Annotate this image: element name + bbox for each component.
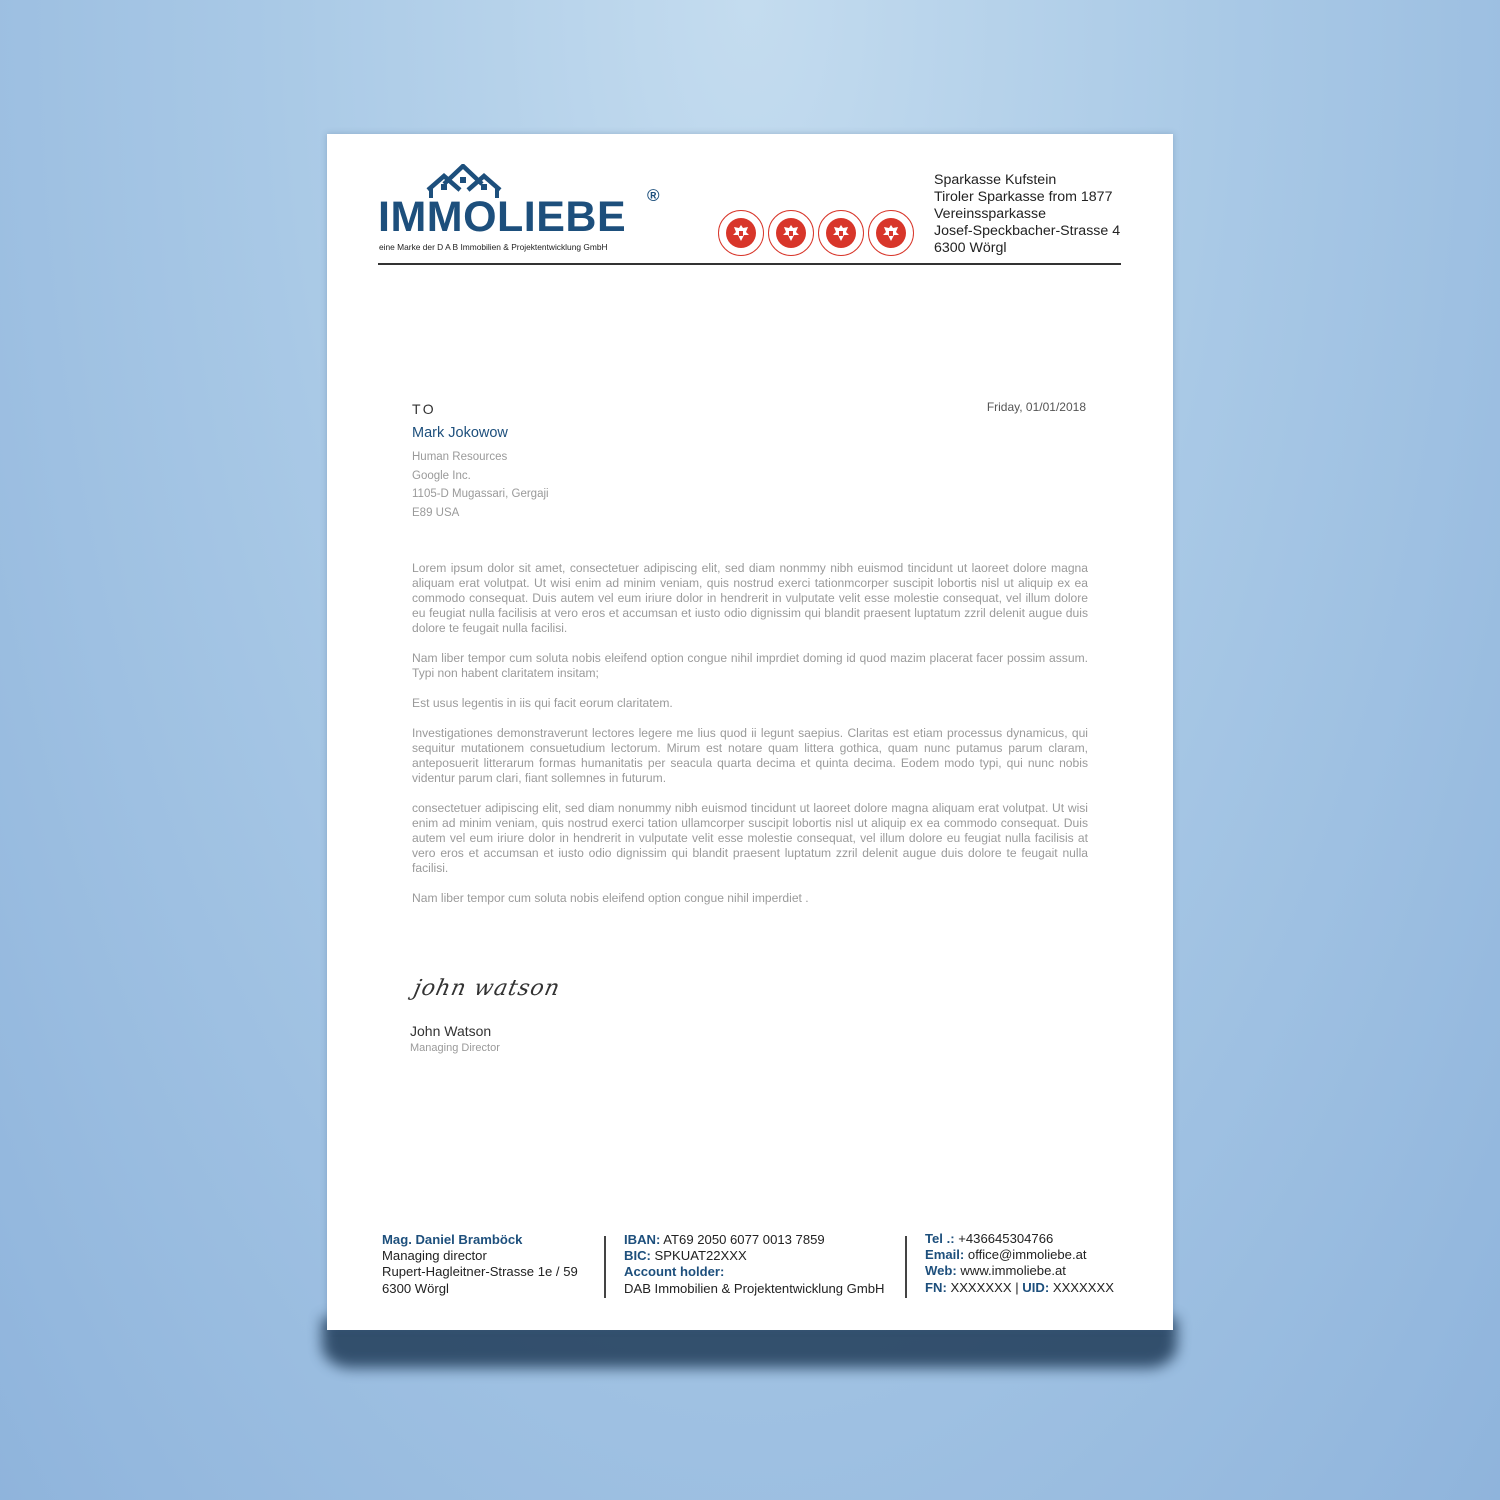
footer-web — [925, 1263, 1114, 1279]
bank-address-line: Sparkasse Kufstein — [934, 172, 1057, 188]
letter-date: Friday, 01/01/2018 — [986, 400, 1086, 414]
signer-name: John Watson — [410, 1023, 492, 1039]
recipient-address — [412, 448, 549, 523]
footer-email — [925, 1247, 1114, 1263]
bank-address-line: Vereinssparkasse — [934, 206, 1046, 222]
handwritten-signature: john watson — [411, 976, 563, 1001]
footer-contact-street: Rupert-Hagleitner-Strasse 1e / 59 — [382, 1264, 578, 1280]
bank-address-line: Josef-Speckbacher-Strasse 4 — [934, 223, 1121, 239]
immoliebe-logo — [378, 164, 668, 256]
tel-value[interactable]: +436645304766 — [954, 1231, 1054, 1246]
austrian-eagle-seal-icon — [718, 210, 764, 256]
footer-bic — [624, 1248, 885, 1264]
body-paragraph: Nam liber tempor cum soluta nobis eleifend option congue nihil imperdiet . — [412, 891, 809, 905]
fn-label: FN: — [925, 1279, 947, 1295]
body-paragraph: Nam liber tempor cum soluta nobis eleifend option congue nihil imprdiet doming id quod mazim placerat facer possim assum. Typi non habent claritatem insitam; — [412, 651, 1088, 680]
signer-title: Managing Director — [410, 1042, 500, 1054]
uid-label: UID: — [1022, 1279, 1050, 1295]
logo-wordmark: IMMOLIEBE — [378, 193, 627, 241]
body-paragraph: Est usus legentis in iis qui facit eorum claritatem. — [412, 696, 673, 710]
body-paragraph: Lorem ipsum dolor sit amet, consectetuer adipiscing elit, sed diam nonmmy nibh euismod tincidunt ut laoreet dolore magna aliquam erat volutpat. Ut wisi enim ad minim veniam, quis nostrud exerci tationmcorper suscipit lobortis nisl ut aliquip ex ea commodo consequat. Duis autem vel eum iriure dolor in hendrerit in vulputate velit esse molestie consequat, vel illum dolore eu feugiat nulla facilisis at vero eros et accumsan et iusto odio dignissim qui blandit praesent luptatum zzril delenit augue duis dolore te feugait nulla facilisi. — [412, 561, 1088, 635]
email-value[interactable]: office@immoliebe.at — [964, 1247, 1087, 1263]
web-label: Web: — [925, 1263, 957, 1279]
footer-contact — [382, 1232, 578, 1297]
recipient-name: Mark Jokowow — [412, 425, 508, 441]
account-holder-value: DAB Immobilien & Projektentwicklung GmbH — [624, 1280, 885, 1296]
footer-tel — [925, 1231, 1114, 1247]
recipient-address-line: Human Resources — [412, 451, 508, 463]
footer-contact-city: 6300 Wörgl — [382, 1280, 449, 1296]
iban-label: IBAN: — [624, 1232, 661, 1247]
body-paragraph: consectetuer adipiscing elit, sed diam nonummy nibh euismod tincidunt ut laoreet dolore magna aliquam erat volutpat. Ut wisi enim ad minim veniam, quis nostrud exerci tation ullamcorper suscipit lobortis nisl ut aliquip ex ea commodo consequat. Duis autem vel eum iriure dolor in hendrerit in vulputate velit esse molestie consequat, vel illum dolore eu feugiat nulla facilisis at vero eros et accumsan et iusto odio dignissim qui blandit praesent luptatum zzril delenit augue duis dolore te feugait nulla facilisi. — [412, 801, 1088, 875]
recipient-address-line: E89 USA — [412, 507, 460, 520]
footer-iban — [624, 1232, 885, 1248]
fn-value: XXXXXXX | — [946, 1279, 1023, 1295]
logo-tagline: eine Marke der D A B Immobilien & Projektentwicklung GmbH — [379, 242, 608, 252]
uid-value: XXXXXXX — [1049, 1279, 1114, 1295]
header-divider — [378, 263, 1121, 265]
recipient-address-line: Google Inc. — [412, 469, 471, 482]
account-holder-label: Account holder: — [624, 1264, 725, 1280]
footer-details — [925, 1231, 1114, 1296]
tel-label: Tel .: — [925, 1231, 955, 1246]
web-value[interactable]: www.immoliebe.at — [956, 1263, 1066, 1279]
letterhead-page — [327, 134, 1173, 1330]
body-paragraph: Investigationes demonstraverunt lectores legere me lius quod ii legunt saepius. Claritas est etiam processus dynamicus, qui sequitur mutationem consuetudium lectorum. Mirum est notare quam littera gothica, quam nunc putamus parum claram, anteposuerit litterarum formas humanitatis per seacula quarta decima et quinta decima. Eodem modo typi, qui nunc nobis videntur parum clari, fiant sollemnes in futurum. — [412, 726, 1088, 785]
iban-value: AT69 2050 6077 0013 7859 — [660, 1232, 825, 1247]
registered-mark: ® — [647, 186, 660, 205]
bic-label: BIC: — [624, 1248, 651, 1264]
recipient-address-line: 1105-D Mugassari, Gergaji — [412, 488, 549, 501]
to-label: TO — [412, 401, 437, 417]
bank-address — [934, 172, 1120, 257]
footer-contact-name: Mag. Daniel Bramböck — [382, 1232, 523, 1247]
certification-seals — [718, 210, 914, 256]
footer-fn-uid — [925, 1280, 1114, 1296]
austrian-eagle-seal-icon — [868, 210, 914, 256]
footer-divider — [905, 1236, 907, 1298]
footer-divider — [604, 1236, 606, 1298]
bic-value: SPKUAT22XXX — [650, 1248, 747, 1264]
bank-address-line: Tiroler Sparkasse from 1877 — [934, 189, 1113, 205]
austrian-eagle-seal-icon — [768, 210, 814, 256]
footer-banking — [624, 1232, 885, 1297]
bank-address-line: 6300 Wörgl — [934, 240, 1007, 256]
footer-contact-role: Managing director — [382, 1248, 487, 1264]
austrian-eagle-seal-icon — [818, 210, 864, 256]
email-label: Email: — [925, 1247, 965, 1263]
letter-body — [412, 561, 1088, 921]
